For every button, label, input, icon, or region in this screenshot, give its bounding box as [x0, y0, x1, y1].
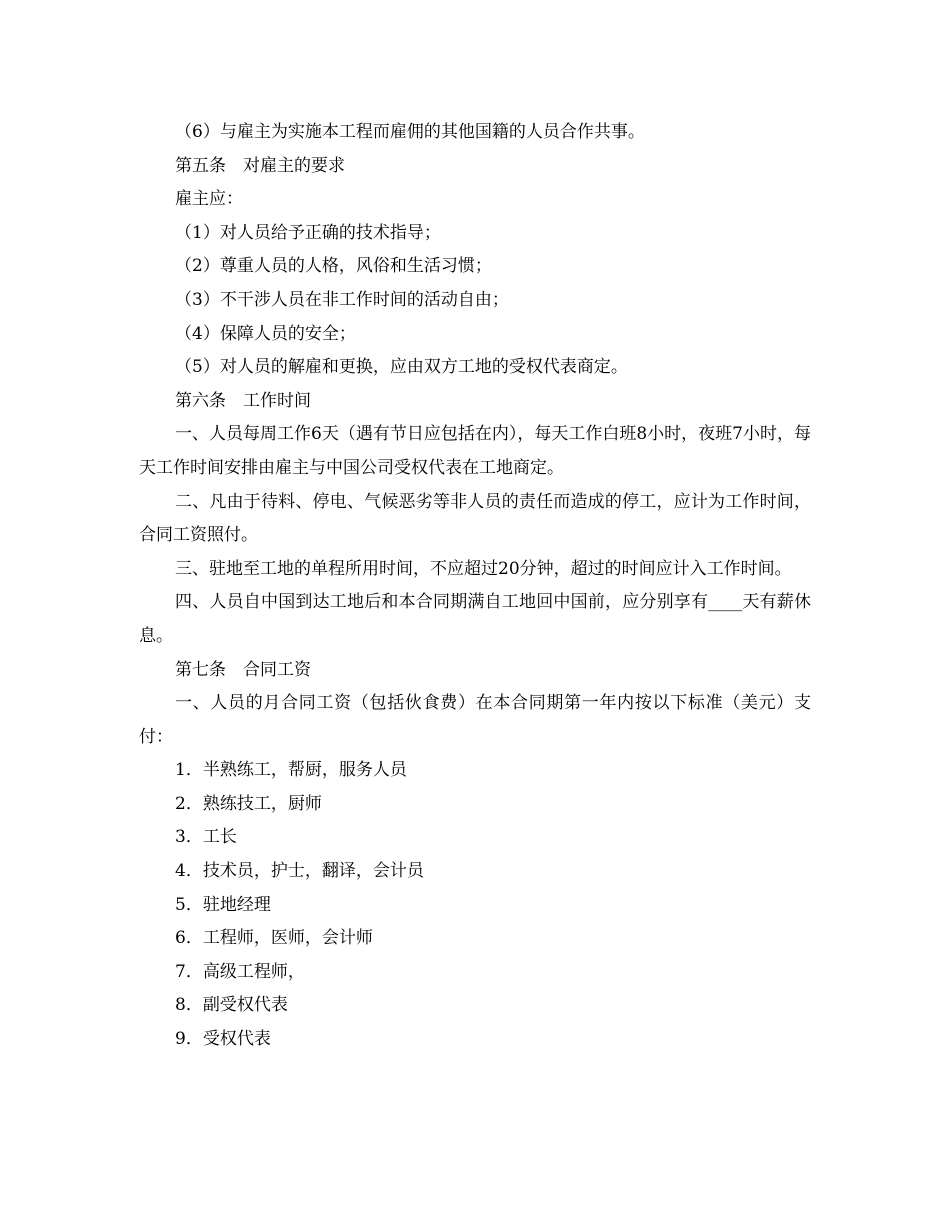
list-item-employer-2: （2）尊重人员的人格，风俗和生活习惯； [175, 256, 492, 277]
paragraph-work-hours-4: 四、人员自中国到达工地后和本合同期满自工地回中国前，应分别享有____天有薪休息。 [139, 592, 811, 646]
heading-article-6: 第六条 工作时间 [175, 390, 311, 411]
paragraph-employer-shall: 雇主应： [175, 189, 243, 210]
list-item-employer-3: （3）不干涉人员在非工作时间的活动自由； [175, 289, 509, 310]
list-item-wage-4: 4．技术员，护士，翻译，会计员 [175, 861, 424, 882]
paragraph-wage-standard: 一、人员的月合同工资（包括伙食费）在本合同期第一年内按以下标准（美元）支付： [139, 693, 811, 747]
list-item-wage-6: 6．工程师，医师，会计师 [175, 928, 373, 949]
list-item-wage-9: 9．受权代表 [175, 1029, 271, 1050]
list-item-employer-1: （1）对人员给予正确的技术指导； [175, 222, 441, 243]
list-item-employer-4: （4）保障人员的安全； [175, 323, 356, 344]
paragraph-work-hours-1: 一、人员每周工作6天（遇有节日应包括在内），每天工作白班8小时，夜班7小时，每天工作时间安排由雇主与中国公司受权代表在工地商定。 [139, 424, 811, 478]
list-item-wage-8: 8．副受权代表 [175, 995, 288, 1016]
heading-article-7: 第七条 合同工资 [175, 659, 311, 680]
document-body [139, 116, 811, 1057]
list-item-employer-5: （5）对人员的解雇和更换，应由双方工地的受权代表商定。 [175, 357, 628, 378]
list-item-wage-7: 7．高级工程师， [175, 961, 305, 982]
heading-article-5: 第五条 对雇主的要求 [175, 155, 345, 176]
paragraph-cooperation-clause: （6）与雇主为实施本工程而雇佣的其他国籍的人员合作共事。 [175, 122, 645, 142]
paragraph-work-hours-2: 二、凡由于待料、停电、气候恶劣等非人员的责任而造成的停工，应计为工作时间，合同工资照付。 [139, 491, 811, 546]
list-item-wage-2: 2．熟练技工，厨师 [175, 793, 322, 814]
list-item-wage-5: 5．驻地经理 [175, 894, 271, 915]
list-item-wage-1: 1．半熟练工，帮厨，服务人员 [175, 760, 407, 781]
paragraph-work-hours-3: 三、驻地至工地的单程所用时间，不应超过20分钟，超过的时间应计入工作时间。 [175, 558, 792, 579]
list-item-wage-3: 3．工长 [175, 827, 237, 848]
